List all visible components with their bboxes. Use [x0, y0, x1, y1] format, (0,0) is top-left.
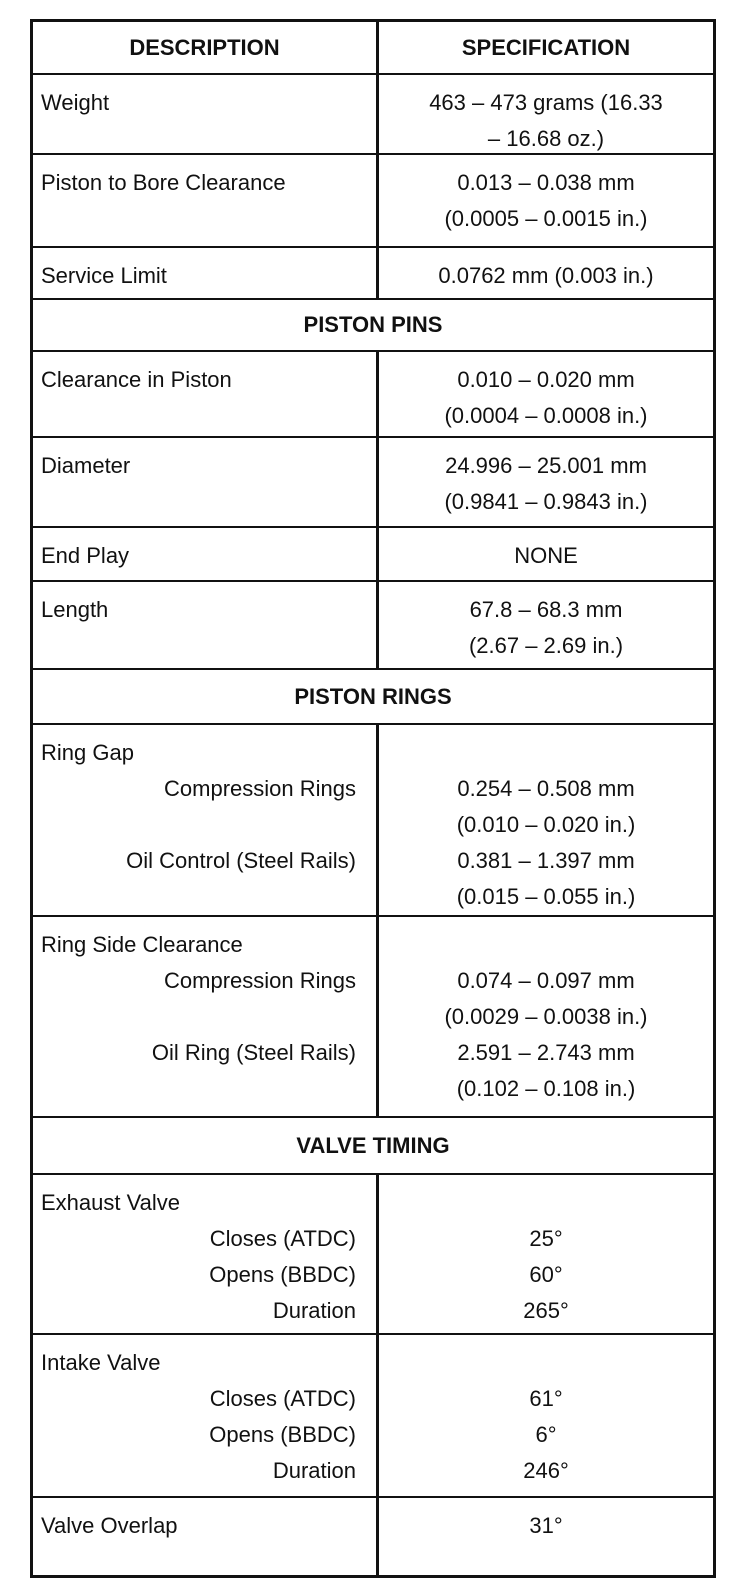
- specification-cell: [379, 1498, 713, 1575]
- specification-value: 6°: [535, 1422, 557, 1447]
- section-title: VALVE TIMING: [296, 1132, 450, 1158]
- specification-table: [30, 19, 716, 1578]
- specification-value: (0.010 – 0.020 in.): [456, 812, 636, 837]
- specification-value: (0.0004 – 0.0008 in.): [444, 403, 648, 428]
- specification-value: 463 – 473 grams (16.33: [429, 90, 663, 115]
- description-text: [33, 484, 376, 520]
- description-text: Length: [41, 597, 109, 622]
- specification-cell: [379, 75, 713, 153]
- specification-value: 60°: [529, 1262, 563, 1287]
- description-cell: [33, 75, 379, 153]
- table-header-row: [33, 22, 713, 73]
- specification-cell: [379, 582, 713, 668]
- specification-value: [379, 1185, 713, 1221]
- sub-description-text: Duration: [272, 1458, 356, 1483]
- description-text: Weight: [41, 90, 110, 115]
- description-text: Exhaust Valve: [41, 1190, 181, 1215]
- specification-cell: [379, 1175, 713, 1333]
- table-row: [33, 350, 713, 436]
- specification-cell: [379, 528, 713, 580]
- specification-value: 0.074 – 0.097 mm: [457, 968, 635, 993]
- description-cell: [33, 248, 379, 298]
- table-row: [33, 1333, 713, 1496]
- sub-description-text: Opens (BBDC): [209, 1422, 356, 1447]
- specification-value: 0.254 – 0.508 mm: [457, 776, 635, 801]
- description-text: End Play: [41, 543, 130, 568]
- description-text: [33, 628, 376, 664]
- description-text: Intake Valve: [41, 1350, 161, 1375]
- specification-value: (0.102 – 0.108 in.): [456, 1076, 636, 1101]
- specification-value: 31°: [529, 1513, 563, 1538]
- description-cell: [33, 155, 379, 246]
- specification-value: (2.67 – 2.69 in.): [468, 633, 624, 658]
- column-header-specification: SPECIFICATION: [461, 34, 631, 60]
- section-header-row: [33, 298, 713, 350]
- description-text: Piston to Bore Clearance: [41, 170, 286, 195]
- table-row: [33, 723, 713, 915]
- specification-value: 0.0762 mm (0.003 in.): [438, 263, 654, 288]
- table-row: [33, 915, 713, 1116]
- description-cell: [33, 1498, 379, 1575]
- specification-value: NONE: [514, 543, 578, 568]
- specification-cell: [379, 155, 713, 246]
- specification-value: 0.010 – 0.020 mm: [457, 367, 635, 392]
- section-title: PISTON RINGS: [294, 683, 452, 709]
- table-row: [33, 1173, 713, 1333]
- table-row: [33, 526, 713, 580]
- description-text: [33, 121, 376, 157]
- description-text: Ring Gap: [41, 740, 134, 765]
- specification-cell: [379, 725, 713, 915]
- specification-cell: [379, 917, 713, 1116]
- table-row: [33, 153, 713, 246]
- specification-cell: [379, 248, 713, 298]
- description-text: [33, 201, 376, 237]
- description-text: [33, 398, 376, 434]
- specification-value: 246°: [523, 1458, 569, 1483]
- table-row: [33, 246, 713, 298]
- specification-value: 265°: [523, 1298, 569, 1323]
- specification-value: 2.591 – 2.743 mm: [457, 1040, 635, 1065]
- specification-value: [379, 735, 713, 771]
- specification-value: (0.9841 – 0.9843 in.): [444, 489, 648, 514]
- section-header-row: [33, 668, 713, 723]
- sub-description-text: Opens (BBDC): [209, 1262, 356, 1287]
- sub-description-text: Closes (ATDC): [209, 1226, 356, 1251]
- specification-value: (0.0029 – 0.0038 in.): [444, 1004, 648, 1029]
- specification-value: 24.996 – 25.001 mm: [445, 453, 647, 478]
- description-cell: [33, 528, 379, 580]
- description-text: [33, 807, 376, 843]
- sub-description-text: Oil Ring (Steel Rails): [151, 1040, 356, 1065]
- description-cell: [33, 582, 379, 668]
- description-cell: [33, 1335, 379, 1496]
- description-cell: [33, 352, 379, 436]
- description-cell: [33, 438, 379, 526]
- specification-value: 61°: [529, 1386, 563, 1411]
- table-row: [33, 436, 713, 526]
- section-header-row: [33, 1116, 713, 1173]
- description-text: Service Limit: [41, 263, 167, 288]
- table-row: [33, 580, 713, 668]
- specification-value: (0.0005 – 0.0015 in.): [444, 206, 648, 231]
- sub-description-text: Oil Control (Steel Rails): [126, 848, 356, 873]
- description-text: Diameter: [41, 453, 131, 478]
- sub-description-text: Compression Rings: [164, 776, 356, 801]
- description-cell: [33, 917, 379, 1116]
- specification-cell: [379, 352, 713, 436]
- description-text: Valve Overlap: [41, 1513, 178, 1538]
- specification-value: (0.015 – 0.055 in.): [456, 884, 636, 909]
- specification-value: 0.013 – 0.038 mm: [457, 170, 635, 195]
- specification-value: 0.381 – 1.397 mm: [457, 848, 635, 873]
- section-title: PISTON PINS: [303, 312, 443, 337]
- table-row: [33, 1496, 713, 1575]
- column-header-description: DESCRIPTION: [33, 22, 379, 73]
- table-row: [33, 73, 713, 153]
- sub-description-text: Duration: [272, 1298, 356, 1323]
- description-text: Clearance in Piston: [41, 367, 232, 392]
- sub-description-text: Compression Rings: [164, 968, 356, 993]
- specification-cell: [379, 1335, 713, 1496]
- description-text: [33, 879, 376, 915]
- description-text: [33, 999, 376, 1035]
- sub-description-text: Closes (ATDC): [209, 1386, 356, 1411]
- specification-value: 67.8 – 68.3 mm: [469, 597, 623, 622]
- specification-value: [379, 1345, 713, 1381]
- description-text: [33, 1071, 376, 1107]
- description-cell: [33, 1175, 379, 1333]
- specification-value: 25°: [529, 1226, 563, 1251]
- description-text: Ring Side Clearance: [41, 932, 243, 957]
- description-cell: [33, 725, 379, 915]
- specification-value: – 16.68 oz.): [487, 126, 605, 151]
- specification-value: [379, 927, 713, 963]
- specification-cell: [379, 438, 713, 526]
